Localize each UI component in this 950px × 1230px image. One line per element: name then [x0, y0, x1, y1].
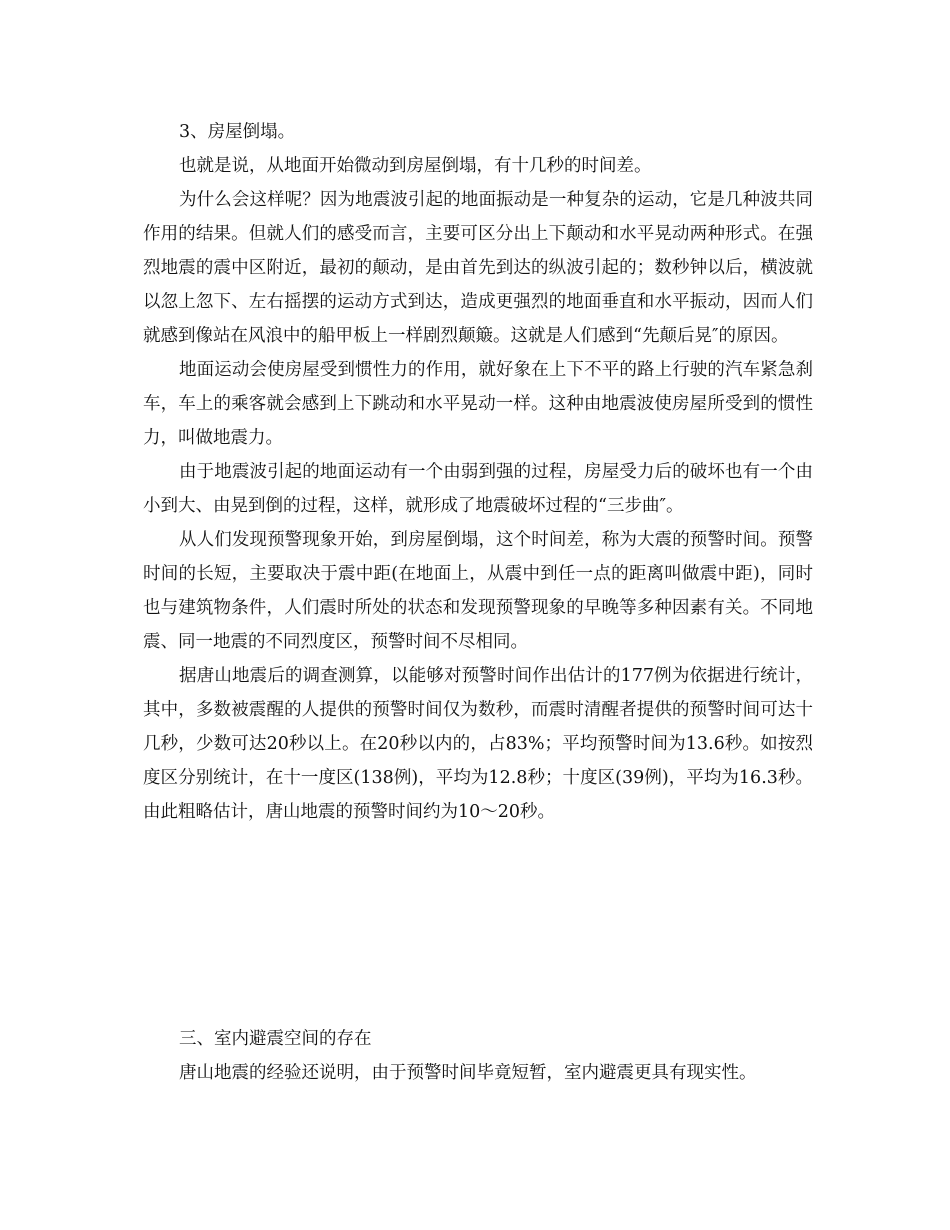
paragraph-warning-time: 从人们发现预警现象开始，到房屋倒塌，这个时间差，称为大震的预警时间。预警时间的长短，主要取决于震中距(在地面上，从震中到任一点的距离叫做震中距)，同时也与建筑物条件，人们震时所处的状态和发现预警现象的早晚等多种因素有关。不同地震、同一地震的不同烈度区，预警时间不尽相同。 — [143, 530, 813, 652]
document-body — [143, 115, 813, 829]
section-heading: 三、室内避震空间的存在 — [179, 1029, 372, 1049]
paragraph-indoor-shelter: 唐山地震的经验还说明，由于预警时间毕竟短暂，室内避震更具有现实性。 — [179, 1063, 757, 1083]
paragraph-building-collapse: 3、房屋倒塌。 — [179, 122, 296, 142]
paragraph-seismic-waves: 为什么会这样呢？因为地震波引起的地面振动是一种复杂的运动，它是几种波共同作用的结果。但就人们的感受而言，主要可区分出上下颠动和水平晃动两种形式。在强烈地震的震中区附近，最初的颠动，是由首先到达的纵波引起的；数秒钟以后，横波就以忽上忽下、左右摇摆的运动方式到达，造成更强烈的地面垂直和水平振动，因而人们就感到像站在风浪中的船甲板上一样剧烈颠簸。这就是人们感到“先颠后晃″的原因。 — [143, 190, 813, 346]
paragraph-time-difference: 也就是说，从地面开始微动到房屋倒塌，有十几秒的时间差。 — [179, 156, 652, 176]
paragraph-three-steps: 由于地震波引起的地面运动有一个由弱到强的过程，房屋受力后的破坏也有一个由小到大、由晃到倒的过程，这样，就形成了地震破坏过程的“三步曲″。 — [143, 462, 813, 516]
paragraph-tangshan-statistics: 据唐山地震后的调查测算，以能够对预警时间作出估计的177例为依据进行统计，其中，多数被震醒的人提供的预警时间仅为数秒，而震时清醒者提供的预警时间可达十几秒，少数可达20秒以上。在20秒以内的，占83%；平均预警时间为13.6秒。如按烈度区分别统计，在十一度区(138例)，平均为12.8秒；十度区(39例)，平均为16.3秒。由此粗略估计，唐山地震的预警时间约为10～20秒。 — [143, 666, 813, 822]
paragraph-inertial-force: 地面运动会使房屋受到惯性力的作用，就好象在上下不平的路上行驶的汽车紧急刹车，车上的乘客就会感到上下跳动和水平晃动一样。这种由地震波使房屋所受到的惯性力，叫做地震力。 — [143, 360, 813, 448]
section-three — [143, 1022, 813, 1090]
